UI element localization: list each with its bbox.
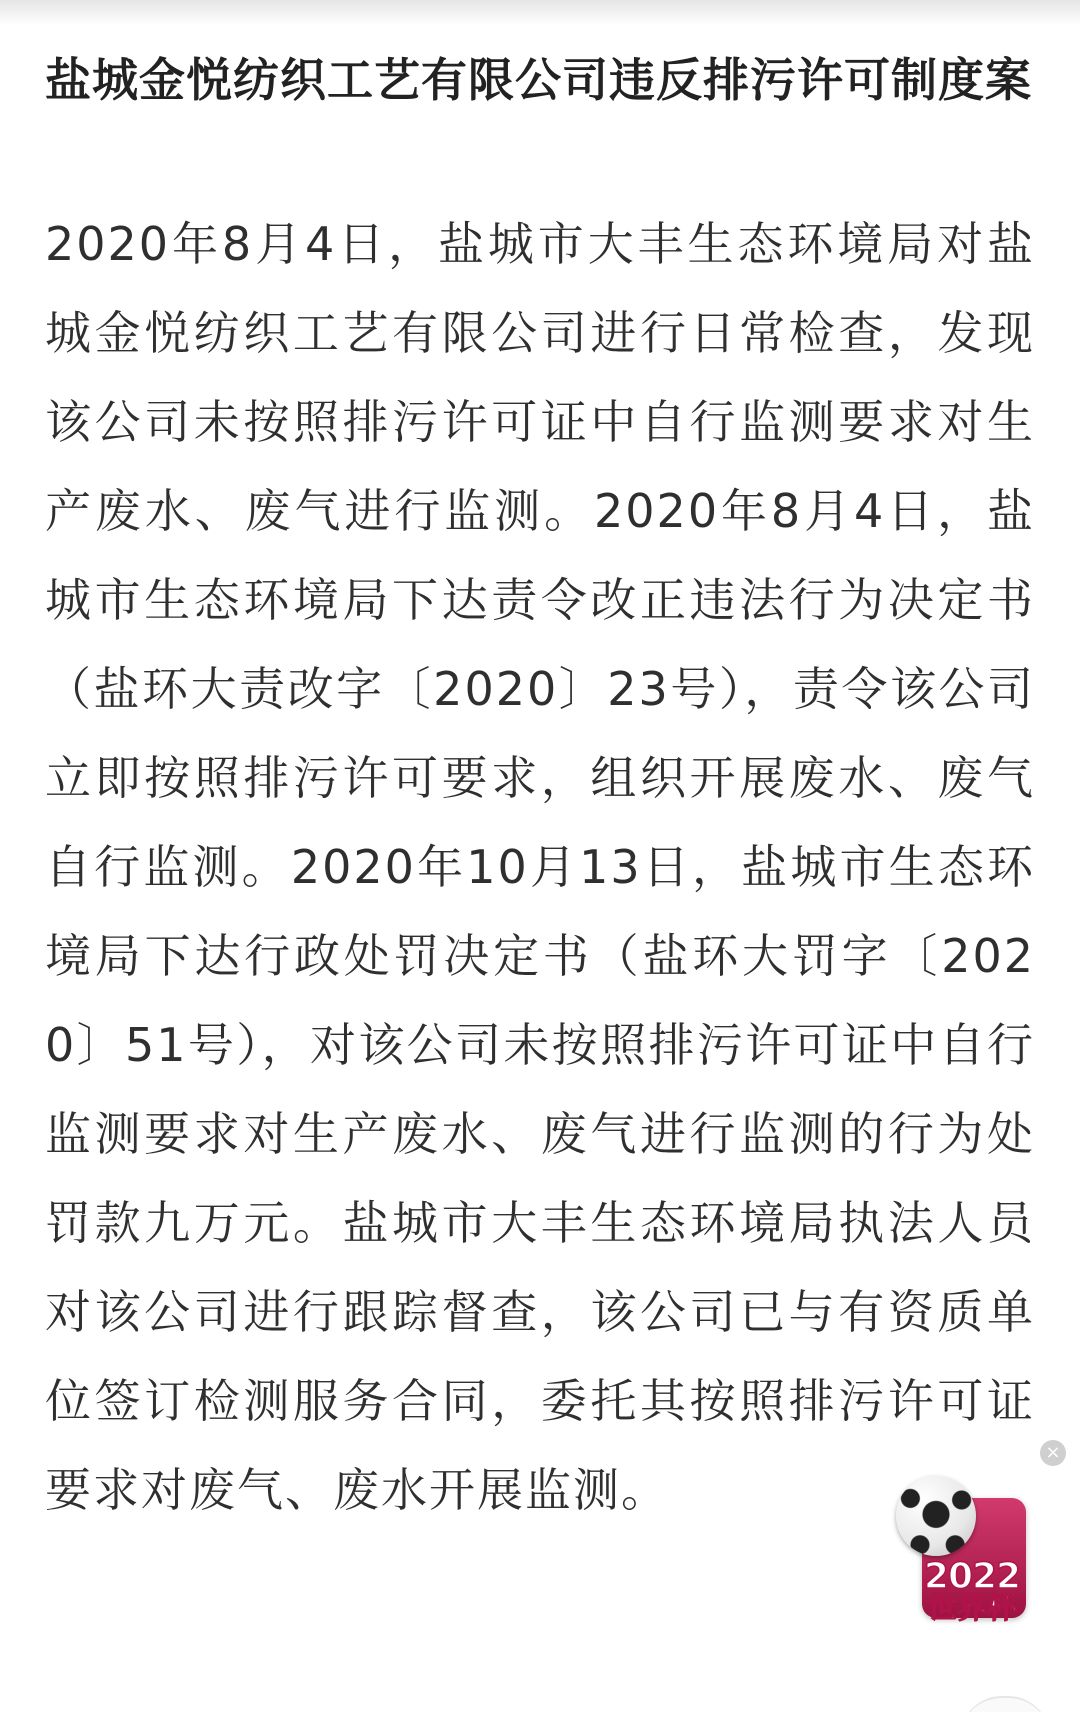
close-icon[interactable]: × — [1040, 1440, 1066, 1466]
top-shadow — [0, 0, 1080, 26]
article — [45, 36, 1035, 1535]
world-cup-floating-button[interactable] — [892, 1470, 1030, 1630]
world-cup-year: 2022 — [923, 1556, 1021, 1597]
article-title: 盐城金悦纺织工艺有限公司违反排污许可制度案 — [45, 53, 1032, 107]
soccer-ball-icon — [896, 1476, 976, 1556]
article-body: 2020年8月4日，盐城市大丰生态环境局对盐城金悦纺织工艺有限公司进行日常检查，发现该公司未按照排污许可证中自行监测要求对生产废水、废气进行监测。2020年8月4日，盐城市生态环境局下达责令改正违法行为决定书（盐环大责改字〔2020〕23号），责令该公司立即按照排污许可要求，组织开展废水、废气自行监测。2020年10月13日，盐城市生态环境局下达行政处罚决定书（盐环大罚字〔2020〕51号），对该公司未按照排污许可证中自行监测要求对生产废水、废气进行监测的行为处罚款九万元。盐城市大丰生态环境局执法人员对该公司进行跟踪督查，该公司已与有资质单位签订检测服务合同，委托其按照排污许可证要求对废气、废水开展监测。 — [45, 217, 1035, 1517]
scroll-hint — [960, 1696, 1050, 1712]
world-cup-label: 世界杯 — [927, 1591, 1017, 1626]
